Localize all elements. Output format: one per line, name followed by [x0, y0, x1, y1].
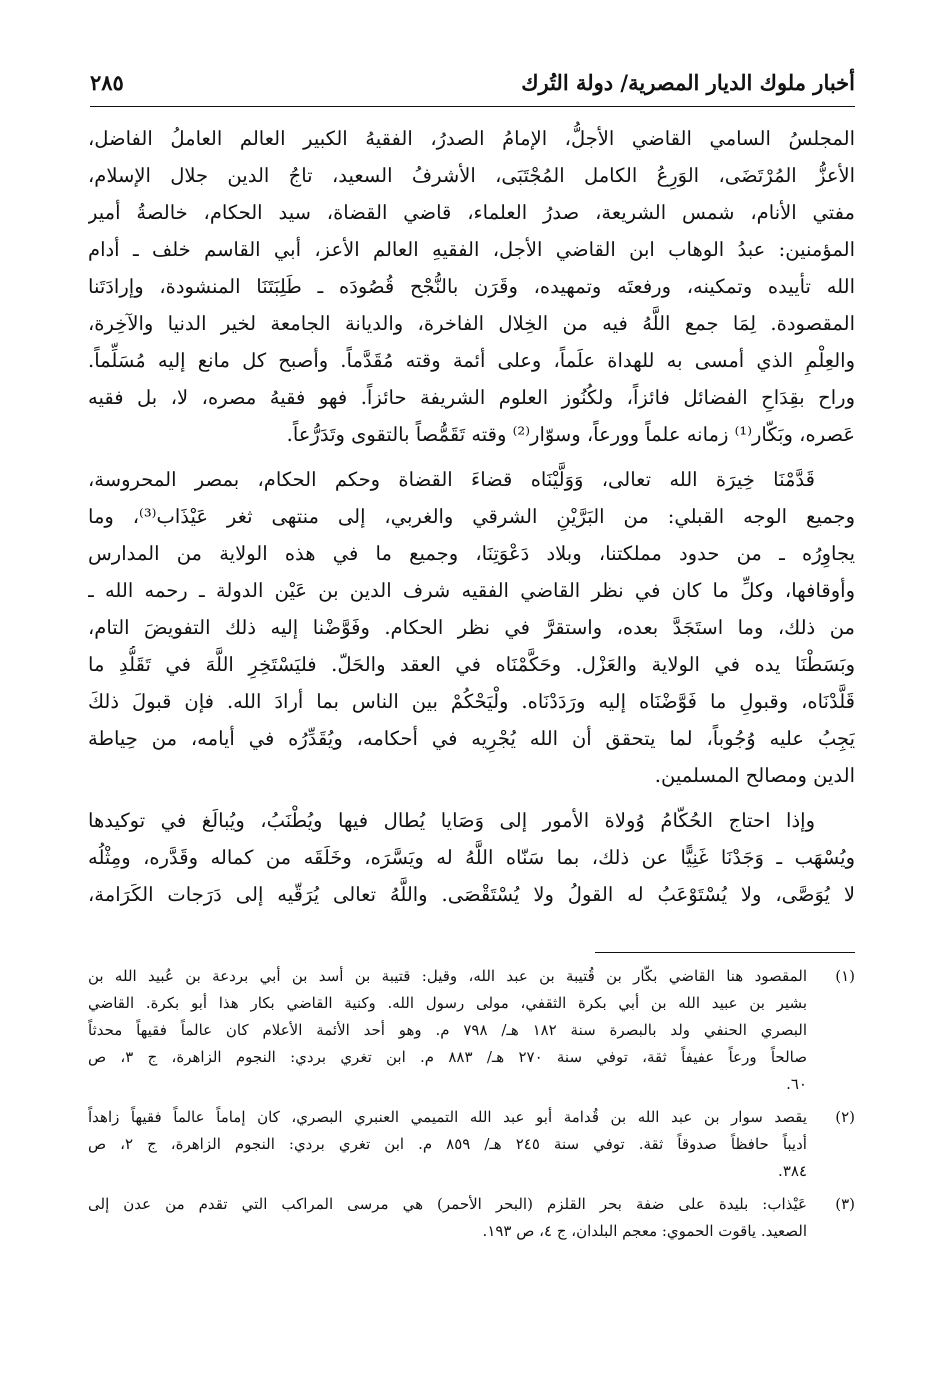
- text-line: ويُسْهَب ـ وَجَدْنَا غَنِيًّا عن ذلك، بما سَنّاه اللَّهُ له ويَسَّرَه، وخَلَقَه من كماله وقَدَّره، ومِثْلُه: [88, 846, 855, 869]
- footnote-text: صالحاً ورعاً عفيفاً ثقة، توفي سنة ٢٧٠ هـ/ ٨٨٣ م. ابن تغري بردي: النجوم الزاهرة، ج ٣، ص: [88, 1048, 807, 1066]
- text-line: عَصره، وبَكّار⁽¹⁾ زمانه علماً وورعاً، وسوّار⁽²⁾ وقته تَقَمُّصاً بالتقوى وتَدَرُّعاً.: [286, 423, 855, 446]
- text-line: قَلَّدْنَاه، وقبولِ ما فَوَّضْنَاه إليه ورَدَدْنَاه. ولْيَحْكُمْ بين الناس بما أرادَ الله. فإن قبولَ ذلكَ: [88, 690, 855, 713]
- footnote-separator: [595, 952, 855, 953]
- text-line: وبَسَطْنَا يده في الولاية والعَزْل. وحَكَّمْنَاه في العقد والحَلّ. فليَسْتَخِرِ اللَّهَ في تَقَلُّدِ ما: [88, 653, 855, 676]
- text-line: من ذلك، وما استَجَدَّ بعده، واستقرَّ في نظر الحكام. وفَوَّضْنا إليه ذلك التفويضَ التام،: [88, 616, 855, 639]
- footnotes: [88, 963, 855, 1251]
- page-header: [90, 66, 855, 107]
- text-line: وراح بقِدَاحِ الفضائل فائزاً، ولكُنُوز العلوم الشريفة حائزاً. فهو فقيهُ مصره، لا، بل فقيه: [88, 386, 855, 409]
- footnote-text: ٦٠.: [786, 1075, 807, 1093]
- text-line: المقصودة. لِمَا جمع اللَّهُ فيه من الخِلال الفاخرة، والديانة الجامعة لخير الدنيا والآخِرة،: [88, 312, 855, 335]
- footnote-text: يقصد سوار بن عبد الله بن قُدامة أبو عبد الله التميمي العنبري البصري، كان إماماً عالماً فقيهاً زاهداً: [88, 1108, 807, 1126]
- footnote-text: ٣٨٤.: [778, 1162, 807, 1180]
- footnote-number: (٢): [835, 1108, 855, 1126]
- footnote-number: (١): [835, 967, 855, 985]
- text-line: يَجِبُ عليه وُجُوباً، لما يتحقق أن الله يُجْرِيه في أحكامه، ويُقَدِّرُه في أيامه، من حِياطة: [88, 727, 855, 750]
- text-line: وأوقافها، وكلِّ ما كان في نظر القاضي الفقيه شرف الدين بن عَيْن الدولة ـ رحمه الله ـ: [88, 579, 855, 602]
- footnote-text: أديباً حافظاً صدوقاً ثقة. توفي سنة ٢٤٥ هـ/ ٨٥٩ م. ابن تغري بردي: النجوم الزاهرة، ج ٢، ص: [88, 1135, 807, 1153]
- footnote-text: البصري الحنفي ولد بالبصرة سنة ١٨٢ هـ/ ٧٩٨ م. وهو أحد الأئمة الأعلام كان عالماً فقيهاً محدثاً: [88, 1021, 807, 1039]
- text-line: يجاوِرُه ـ من حدود مملكتنا، وبلاد دَعْوَتِنَا، وجميع ما في هذه الولاية من المدارس: [88, 542, 855, 565]
- footnote-2: [88, 1104, 855, 1185]
- footnote-text: المقصود هنا القاضي بكّار بن قُتيبة بن عبد الله، وقيل: قتيبة بن أسد بن أبي بردعة بن عُبيد الله بن: [88, 967, 807, 985]
- footnote-3: [88, 1191, 855, 1245]
- running-title: أخبار ملوك الديار المصرية/ دولة التُرك: [521, 70, 855, 95]
- text-line: قَدَّمْنَا خِيرَة الله تعالى، وَوَلَّيْنَاه قضاءَ القضاة وحكم الحكام، بمصر المحروسة،: [88, 468, 815, 491]
- text-line: الأعزُّ المُرْتَضَى، الوَرِعُ الكامل المُجْتَبَى، الأشرفُ السعيد، تاجُ الدين جلال الإسلام،: [88, 164, 855, 187]
- text-line: المؤمنين: عبدُ الوهاب ابن القاضي الأجل، الفقيهِ العالم الأعز، أبي القاسم خلف ـ أدام: [88, 238, 855, 261]
- text-line: وجميع الوجه القبلي: من البَرَّيْنِ الشرقي والغربي، إلى منتهى ثغر عَيْذَاب⁽³⁾، وما: [88, 505, 855, 528]
- page-number: ٢٨٥: [90, 70, 124, 95]
- text-line: الله تأييده وتمكينه، ورفعتَه وتمهيده، وقَرَن بالنُّجْح قُصُودَه ـ طَلِبَتَنَا المنشودة، وإرادَتَنا: [88, 275, 855, 298]
- footnote-number: (٣): [835, 1195, 855, 1213]
- text-line: وإذا احتاج الحُكّامُ وُولاة الأمور إلى وَصَايا يُطال فيها ويُطْنَبُ، ويُبالَغ في توكيدها: [88, 809, 815, 832]
- footnote-text: عَيْذاب: بليدة على ضفة بحر القلزم (البحر الأحمر) هي مرسى المراكب التي تقدم من عدن إلى: [88, 1195, 807, 1213]
- footnote-text: بشير بن عبيد الله بن أبي بكرة الثقفي، مولى رسول الله. وكنية القاضي بكار هذا أبو بكرة. القاضي: [88, 994, 807, 1012]
- main-text: [88, 120, 855, 913]
- text-line: مفتي الأنام، شمس الشريعة، صدرُ العلماء، قاضي القضاة، سيد الحكام، خالصةُ أمير: [88, 201, 855, 224]
- text-line: لا يُوَصَّى، ولا يُسْتَوْعَبُ له القولُ ولا يُسْتَقْصَى. واللَّهُ تعالى يُرَقّيه إلى دَرَجات الكَرَامة،: [88, 883, 855, 906]
- footnote-text: الصعيد. ياقوت الحموي: معجم البلدان، ج ٤، ص ١٩٣.: [482, 1222, 807, 1240]
- text-line: الدين ومصالح المسلمين.: [654, 764, 855, 787]
- footnote-1: [88, 963, 855, 1098]
- text-line: المجلسُ السامي القاضي الأجلُّ، الإمامُ الصدرُ، الفقيهُ الكبير العالم العاملُ الفاضل،: [88, 127, 855, 150]
- text-line: والعِلْمِ الذي أمسى به للهداة علَماً، وعلى أئمة وقته مُقَدَّماً. وأصبح كل مانع إليه مُسَلِّماً.: [88, 349, 855, 372]
